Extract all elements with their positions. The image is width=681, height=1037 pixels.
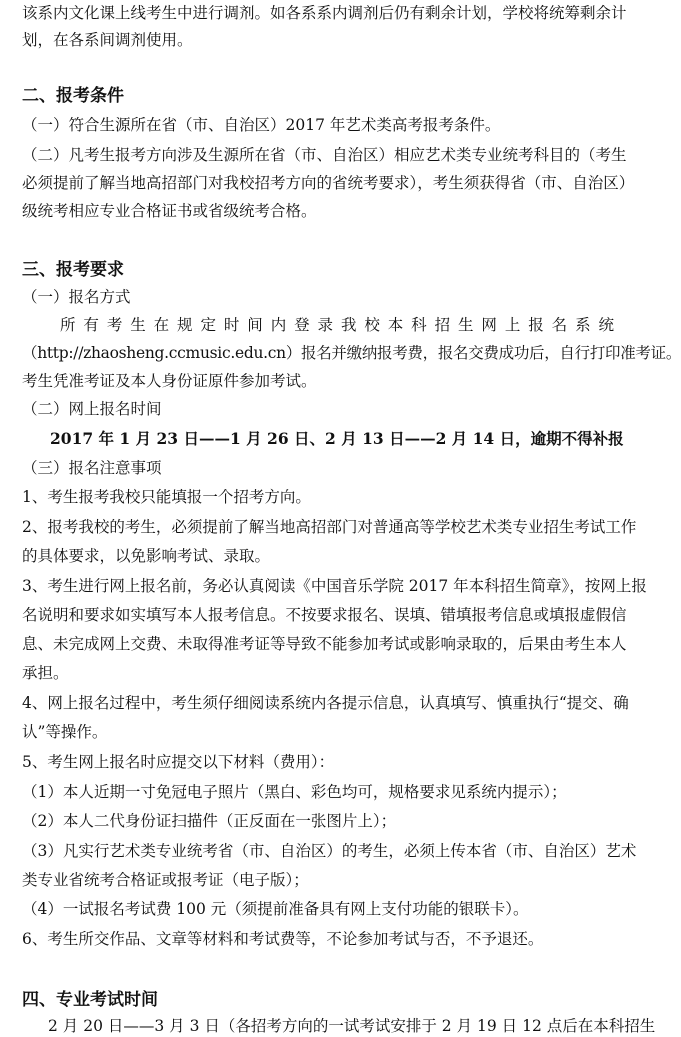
material-4: （4）一试报名考试费 100 元（须提前准备具有网上支付功能的银联卡）。 bbox=[22, 900, 529, 918]
notice-item-5: 5、考生网上报名时应提交以下材料（费用）： bbox=[22, 753, 335, 771]
section-3-sub-1: （一）报名方式 bbox=[22, 288, 131, 306]
material-1: （1）本人近期一寸免冠电子照片（黑白、彩色均可，规格要求见系统内提示）； bbox=[22, 783, 567, 801]
section-2-item-1: （一）符合生源所在省（市、自治区）2017 年艺术类高考报考条件。 bbox=[22, 116, 501, 134]
material-3-line-1: （3）凡实行艺术类专业统考省（市、自治区）的考生，必须上传本省（市、自治区）艺术 bbox=[22, 842, 637, 860]
notice-item-3-line-3: 息、未完成网上交费、未取得准考证等导致不能参加考试或影响录取的，后果由考生本人 bbox=[22, 635, 627, 653]
section-4-heading: 四、专业考试时间 bbox=[22, 990, 158, 1010]
notice-item-2-line-1: 2、报考我校的考生，必须提前了解当地高招部门对普通高等学校艺术类专业招生考试工作 bbox=[22, 518, 637, 536]
intro-line-1: 该系内文化课上线考生中进行调剂。如各系系内调剂后仍有剩余计划，学校将统筹剩余计 bbox=[22, 4, 627, 22]
material-2: （2）本人二代身份证扫描件（正反面在一张图片上）； bbox=[22, 812, 397, 830]
registration-dates: 2017 年 1 月 23 日——1 月 26 日、2 月 13 日——2 月 14 日，逾期不得补报 bbox=[50, 429, 624, 448]
section-3-sub-1-line-1: 所有考生在规定时间内登录我校本科招生网上报名系统 bbox=[60, 316, 614, 334]
notice-item-6: 6、考生所交作品、文章等材料和考试费等，不论参加考试与否，不予退还。 bbox=[22, 930, 544, 948]
notice-item-3-line-2: 名说明和要求如实填写本人报考信息。不按要求报名、误填、错填报考信息或填报虚假信 bbox=[22, 606, 627, 624]
material-3-line-2: 类专业省统考合格证或报考证（电子版）； bbox=[22, 871, 309, 889]
section-2-item-2-line-1: （二）凡考生报考方向涉及生源所在省（市、自治区）相应艺术类专业统考科目的（考生 bbox=[22, 146, 627, 164]
section-3-heading: 三、报考要求 bbox=[22, 260, 124, 280]
section-3-sub-3: （三）报名注意事项 bbox=[22, 459, 162, 477]
notice-item-3-line-1: 3、考生进行网上报名前，务必认真阅读《中国音乐学院 2017 年本科招生简章》，按网上报 bbox=[22, 577, 647, 595]
section-2-heading: 二、报考条件 bbox=[22, 86, 124, 106]
notice-item-3-line-4: 承担。 bbox=[22, 664, 69, 682]
section-2-item-2-line-2: 必须提前了解当地高招部门对我校招考方向的省统考要求），考生须获得省（市、自治区） bbox=[22, 174, 635, 192]
section-2-item-2-line-3: 级统考相应专业合格证书或省级统考合格。 bbox=[22, 202, 317, 220]
notice-item-2-line-2: 的具体要求，以免影响考试、录取。 bbox=[22, 547, 271, 565]
intro-line-2: 划，在各系间调剂使用。 bbox=[22, 31, 193, 49]
notice-item-4-line-2: 认”等操作。 bbox=[22, 723, 108, 741]
section-3-sub-1-line-2: （http://zhaosheng.ccmusic.edu.cn）报名并缴纳报考费，报名交费成功后，自行打印准考证。 bbox=[22, 344, 681, 362]
section-4-line-1: 2 月 20 日——3 月 3 日（各招考方向的一试考试安排于 2 月 19 日 12 点后在本科招生 bbox=[48, 1017, 656, 1035]
notice-item-1: 1、考生报考我校只能填报一个招考方向。 bbox=[22, 488, 311, 506]
section-3-sub-1-line-3: 考生凭准考证及本人身份证原件参加考试。 bbox=[22, 372, 317, 390]
section-3-sub-2: （二）网上报名时间 bbox=[22, 400, 162, 418]
notice-item-4-line-1: 4、网上报名过程中，考生须仔细阅读系统内各提示信息，认真填写、慎重执行“提交、确 bbox=[22, 694, 629, 712]
